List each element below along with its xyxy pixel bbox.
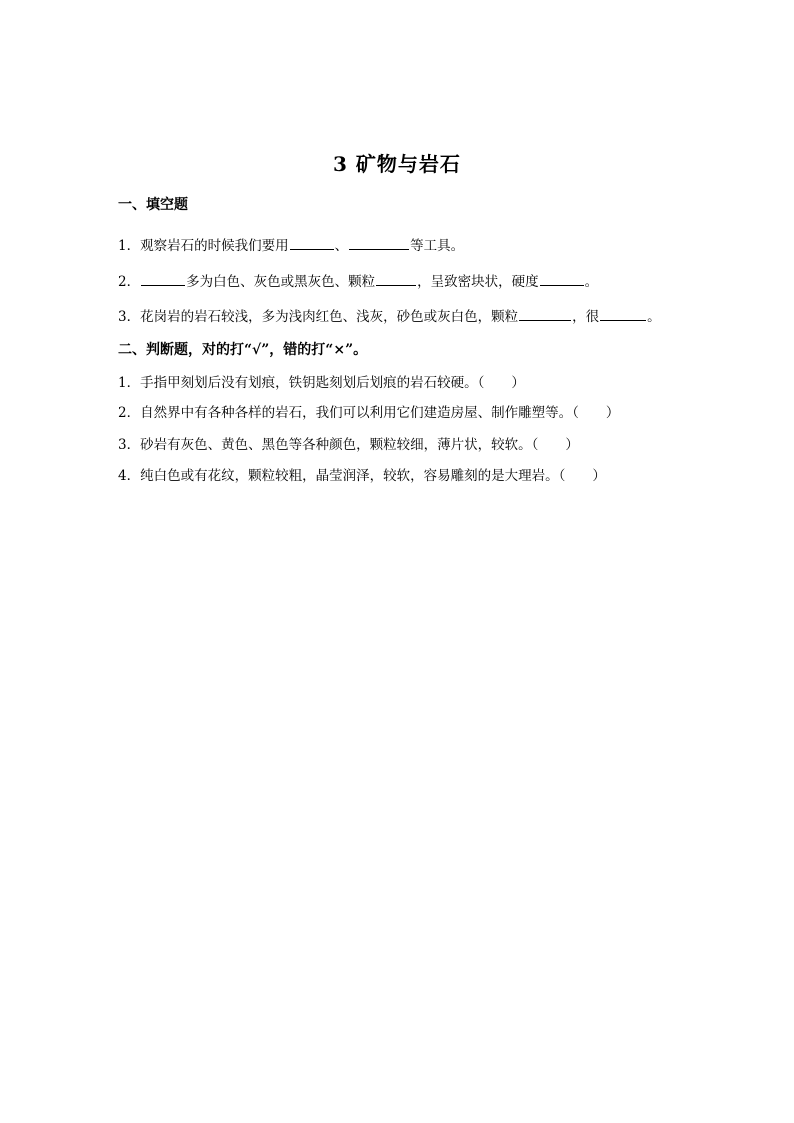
question-text: ，很 bbox=[572, 309, 600, 325]
section-heading-fill-in: 一、填空题 bbox=[118, 197, 188, 213]
question-number: 1． bbox=[118, 238, 141, 254]
question-text: ，呈致密块状，硬度 bbox=[417, 274, 539, 290]
question-text: 多为白色、灰色或黑灰色、颗粒 bbox=[186, 274, 376, 290]
fill-question-1 bbox=[118, 234, 464, 254]
judge-question-1: 1．手指甲刻划后没有划痕，铁钥匙刻划后划痕的岩石较硬。（ ） bbox=[118, 375, 525, 391]
judge-question-3: 3．砂岩有灰色、黄色、黑色等各种颜色，颗粒较细，薄片状，较软。（ ） bbox=[118, 437, 579, 453]
question-text: 等工具。 bbox=[410, 238, 465, 254]
question-number: 3． bbox=[118, 309, 141, 325]
fill-question-3 bbox=[118, 305, 661, 325]
answer-blank[interactable] bbox=[519, 306, 571, 321]
question-text: 。 bbox=[584, 274, 599, 290]
answer-blank[interactable] bbox=[600, 306, 646, 321]
question-text: 花岗岩的岩石较浅，多为浅肉红色、浅灰，砂色或灰白色，颗粒 bbox=[140, 309, 519, 325]
question-text: 、 bbox=[334, 238, 349, 254]
question-text: 。 bbox=[647, 309, 661, 325]
question-text: 观察岩石的时候我们要用 bbox=[140, 238, 289, 254]
answer-blank[interactable] bbox=[290, 235, 334, 250]
answer-blank[interactable] bbox=[540, 271, 584, 286]
page-title: 3 矿物与岩石 bbox=[333, 152, 461, 176]
answer-blank[interactable] bbox=[141, 271, 185, 286]
question-number: 2． bbox=[118, 274, 141, 290]
fill-question-2 bbox=[118, 270, 598, 290]
judge-question-4: 4．纯白色或有花纹，颗粒较粗，晶莹润泽，较软，容易雕刻的是大理岩。（ ） bbox=[118, 468, 606, 484]
judge-question-2: 2．自然界中有各种各样的岩石，我们可以利用它们建造房屋、制作雕塑等。（ ） bbox=[118, 405, 620, 421]
answer-blank[interactable] bbox=[376, 271, 416, 286]
answer-blank[interactable] bbox=[349, 235, 409, 250]
section-heading-true-false: 二、判断题，对的打“√”，错的打“×”。 bbox=[118, 342, 368, 358]
